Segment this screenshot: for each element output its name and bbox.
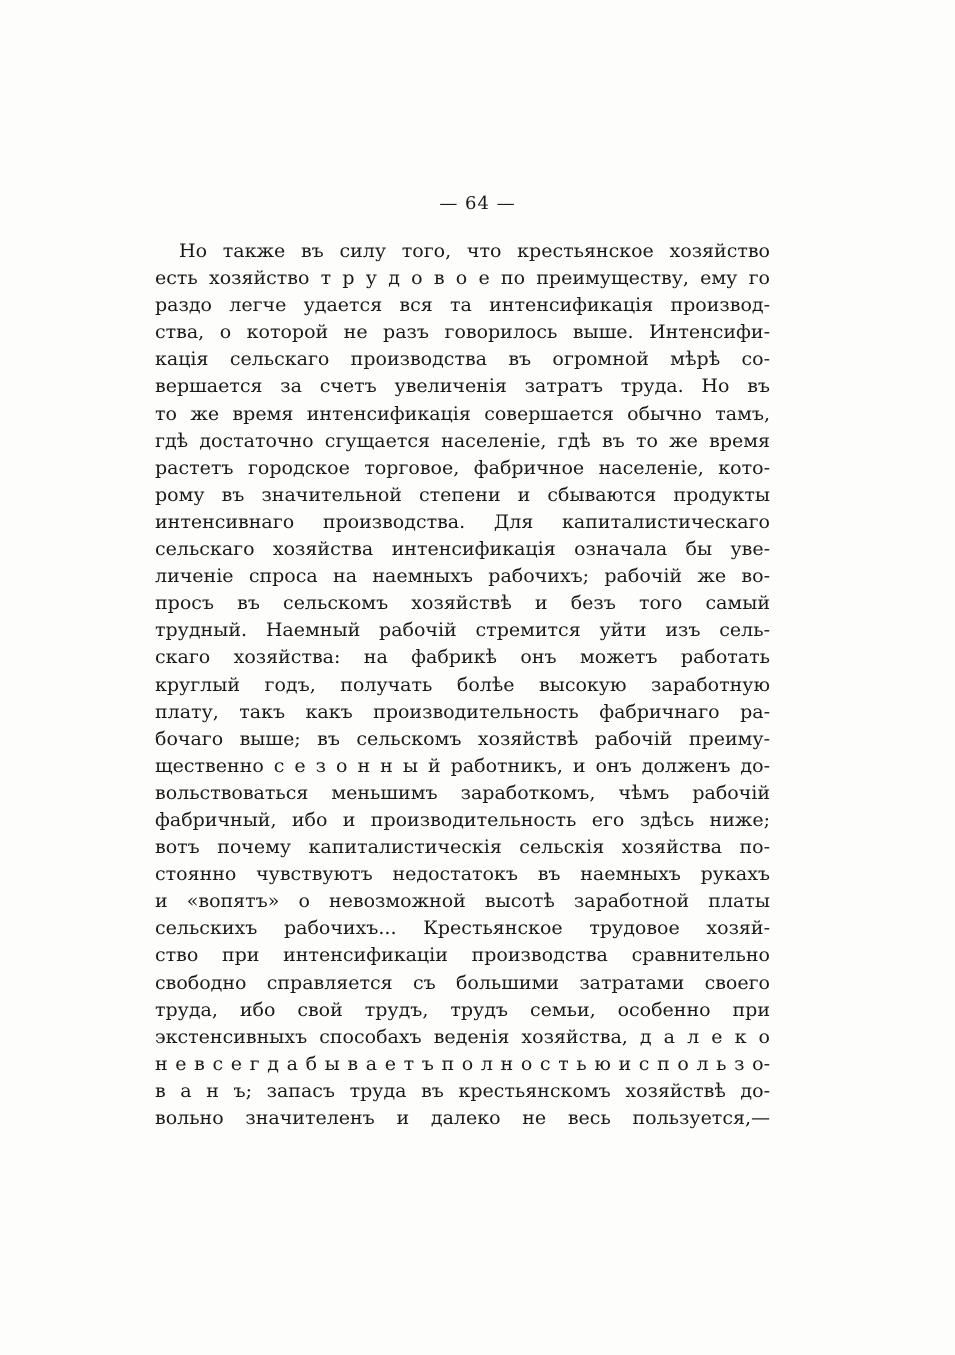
text-line: ства, о которой не разъ говорилось выше. Интенсифи- — [155, 321, 770, 344]
text-line: н е в с е г д а б ы в а е т ъ п о л н о с т ь ю и с п о л ь з о- — [155, 1052, 770, 1075]
text-line: интенсивнаго производства. Для капиталистическаго — [155, 510, 770, 533]
text-line: вершается за счетъ увеличенія затратъ труда. Но въ — [155, 375, 770, 398]
text-line: вотъ почему капиталистическія сельскія хозяйства по- — [155, 836, 770, 859]
text-line: и «вопятъ» о невозможной высотѣ заработной платы — [155, 890, 770, 913]
text-line: экстенсивныхъ способахъ веденія хозяйства, д а л е к о — [155, 1025, 770, 1048]
text-line: сельскихъ рабочихъ... Крестьянское трудовое хозяй- — [155, 917, 770, 940]
text-line: рому въ значительной степени и сбываются продукты — [155, 483, 770, 506]
text-line: ство при интенсификаціи производства сравнительно — [155, 944, 770, 967]
page-number: — 64 — — [439, 193, 516, 214]
text-line: вольствоваться меньшимъ заработкомъ, чѣмъ рабочій — [155, 781, 770, 804]
text-line: то же время интенсификація совершается обычно тамъ, — [155, 402, 770, 425]
text-line: вольно значителенъ и далеко не весь пользуется,— — [155, 1107, 770, 1129]
text-line: гдѣ достаточно сгущается населеніе, гдѣ въ то же время — [155, 429, 770, 452]
text-line: бочаго выше; въ сельскомъ хозяйствѣ рабочій преиму- — [155, 727, 770, 750]
text-line: щественно с е з о н н ы й работникъ, и онъ долженъ до- — [155, 754, 770, 777]
text-line: плату, такъ какъ производительность фабричнаго ра- — [155, 700, 770, 723]
text-line: есть хозяйство т р у д о в о е по преимуществу, ему го — [155, 267, 770, 290]
text-line: Но также въ силу того, что крестьянское хозяйство — [179, 240, 770, 262]
text-line: трудный. Наемный рабочій стремится уйти изъ сель- — [155, 619, 770, 642]
text-line: сельскаго хозяйства интенсификація означала бы уве- — [155, 538, 770, 561]
text-line: скаго хозяйства: на фабрикѣ онъ можетъ работать — [155, 646, 770, 669]
text-line: свободно справляется съ большими затратами своего — [155, 971, 770, 994]
text-line: личеніе спроса на наемныхъ рабочихъ; рабочій же во- — [155, 565, 770, 588]
text-line: кація сельскаго производства въ огромной мѣрѣ со- — [155, 348, 770, 371]
text-line: просъ въ сельскомъ хозяйствѣ и безъ того самый — [155, 592, 770, 615]
text-line: стоянно чувствуютъ недостатокъ въ наемныхъ рукахъ — [155, 863, 770, 886]
text-line: раздо легче удается вся та интенсификація производ- — [155, 294, 770, 317]
text-line: труда, ибо свой трудъ, трудъ семьи, особенно при — [155, 998, 770, 1021]
text-line: в а н ъ; запасъ труда въ крестьянскомъ хозяйствѣ до- — [155, 1079, 770, 1102]
text-line: круглый годъ, получать болѣе высокую заработную — [155, 673, 770, 696]
text-line: растетъ городское торговое, фабричное населеніе, кото- — [155, 456, 770, 479]
text-line: фабричный, ибо и производительность его здѣсь ниже; — [155, 808, 770, 831]
body-text — [155, 238, 770, 1132]
